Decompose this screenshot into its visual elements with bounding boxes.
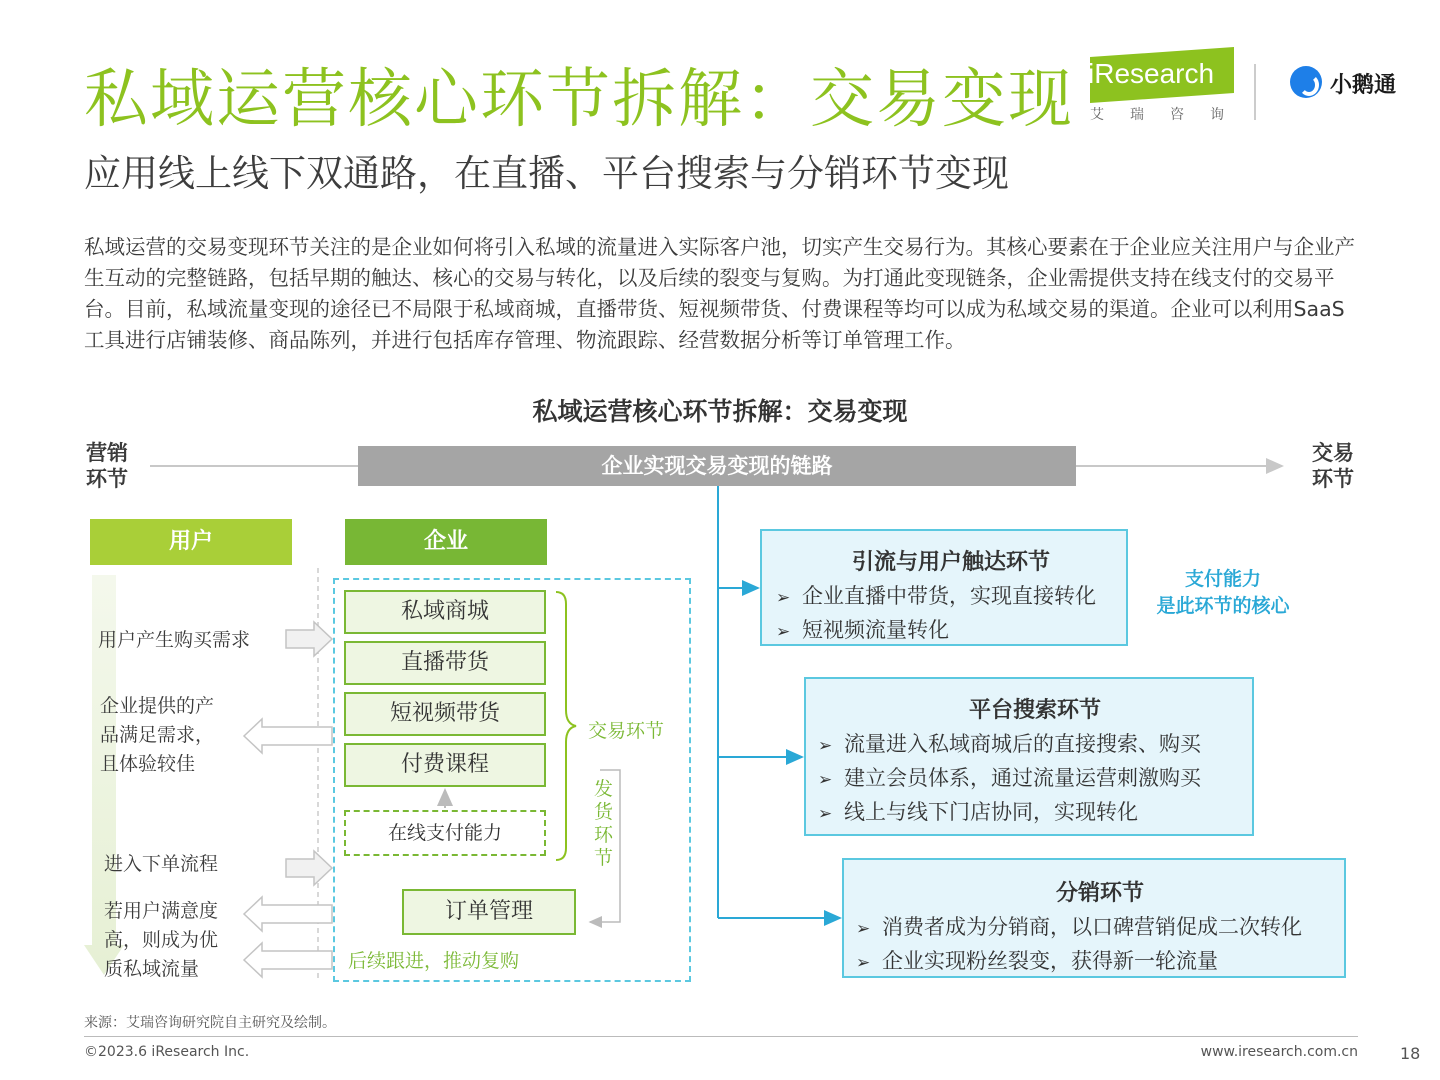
channel-private-mall: 私域商城 [344,590,546,634]
follow-up-text: 后续跟进，推动复购 [348,950,520,972]
stage-title: 平台搜索环节 [968,698,1101,723]
bullet-arrow-icon: ➢ [776,588,791,608]
stage-title: 引流与用户触达环节 [851,550,1050,575]
stage-item: ➢ 建立会员体系，通过流量运营刺激购买 [818,762,1252,796]
user-step-satisfied: 企业提供的产品满足需求，且体验较佳 [100,695,215,775]
arrow-right-need [286,622,332,656]
stage-title: 分销环节 [1055,881,1144,906]
diagram-title: 私域运营核心环节拆解：交易变现 [532,397,908,426]
stage-item: ➢ 企业实现粉丝裂变，获得新一轮流量 [856,945,1344,979]
bullet-arrow-icon: ➢ [818,736,833,756]
iresearch-logo: iResearch [1088,58,1215,89]
stage-distribution [842,858,1346,978]
arrow-left-satisfaction-1 [244,897,332,931]
payment-core-note: 支付能力 是此环节的核心 [1156,568,1290,617]
stage-platform-search [804,677,1254,836]
arrow-right-order [286,851,332,885]
stage-item: ➢ 消费者成为分销商，以口碑营销促成二次转化 [856,911,1344,945]
bullet-arrow-icon: ➢ [818,804,833,824]
channel-live-commerce: 直播带货 [344,641,546,685]
page-number: 18 [1400,1044,1421,1063]
stage-item: ➢ 企业直播中带货，实现直接转化 [776,580,1126,614]
bullet-arrow-icon: ➢ [856,919,871,939]
stage-traffic-reach [760,529,1128,646]
arrow-left-satisfaction-2 [244,943,332,977]
stage-item: ➢ 线上与线下门店协同，实现转化 [818,796,1252,830]
user-step-need: 用户产生购买需求 [98,629,251,651]
enterprise-header: 企业 [345,519,547,565]
user-step-order: 进入下单流程 [104,853,219,875]
order-management-box: 订单管理 [402,889,576,935]
bullet-arrow-icon: ➢ [776,622,791,642]
website-link[interactable]: www.iresearch.com.cn [1200,1044,1358,1060]
iresearch-logo-cn: 艾瑞咨询 [1090,107,1250,123]
user-step-quality-traffic: 若用户满意度高，则成为优质私域流量 [104,900,219,980]
channel-short-video: 短视频带货 [344,692,546,736]
footer-divider [84,1036,1358,1037]
shipping-stage-text: 发货环节 [594,778,614,869]
page-title: 私域运营核心环节拆解：交易变现 [84,63,1074,137]
arrow-left-product [244,719,332,753]
marketing-stage-label: 营销 环节 [86,441,128,491]
copyright: ©2023.6 iResearch Inc. [84,1044,250,1060]
page-subtitle: 应用线上线下双通路，在直播、平台搜索与分销环节变现 [84,152,1009,195]
intro-paragraph: 私域运营的交易变现环节关注的是企业如何将引入私域的流量进入实际客户池，切实产生交易行为。其核心要素在于企业应关注用户与企业产生互动的完整链路，包括早期的触达、核心的交易与转化，以及后续的裂变与复购。为打通此变现链条，企业需提供支持在线支付的交易平台。目前，私域流量变现的途径已不局限于私域商城，直播带货、短视频带货、付费课程等均可以成为私域交易的渠道。企业可以利用SaaS工具进行店铺装修、商品陈列，并进行包括库存管理、物流跟踪、经营数据分析等订单管理工作。 [84,235,1355,352]
stage-item: ➢ 流量进入私域商城后的直接搜索、购买 [818,728,1252,762]
source-note: 来源：艾瑞咨询研究院自主研究及绘制。 [84,1015,336,1031]
bullet-arrow-icon: ➢ [856,953,871,973]
trade-stage-label: 交易 环节 [1312,441,1354,491]
user-header: 用户 [90,519,292,565]
online-payment-box: 在线支付能力 [344,810,546,856]
channel-paid-course: 付费课程 [344,743,546,787]
stage-item: ➢ 短视频流量转化 [776,614,1126,648]
chain-bar: 企业实现交易变现的链路 [358,446,1076,486]
trade-stage-text: 交易环节 [588,720,665,742]
xiaoetong-logo: 小鹅通 [1330,73,1397,98]
bullet-arrow-icon: ➢ [818,770,833,790]
